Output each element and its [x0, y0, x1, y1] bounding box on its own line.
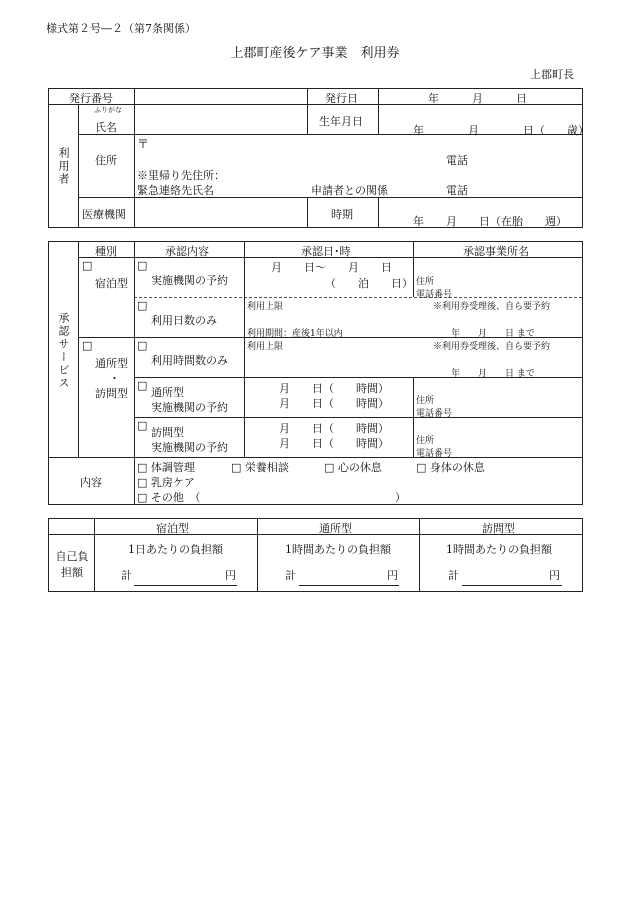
stay-yen: 円 — [225, 569, 236, 582]
stay-nights: （ 泊 日） — [325, 277, 413, 290]
content-label: 内容 — [80, 476, 102, 489]
days-limit-label: 利用上限 — [247, 302, 284, 312]
stay-checkbox[interactable]: □ — [82, 259, 93, 272]
opt-other-label: その他 （ — [150, 491, 201, 504]
day-type-checkbox[interactable]: □ — [137, 379, 148, 392]
facility-label: 医療機関 — [82, 208, 126, 221]
visit-header: 訪問型 — [482, 522, 515, 535]
user-label: 利用者 — [57, 147, 70, 186]
form-number: 様式第２号―２（第7条関係） — [46, 22, 196, 35]
stay-reserve-label: 実施機関の予約 — [151, 274, 228, 287]
visit-total-label: 計 — [448, 569, 459, 582]
visit-office-phone: 電話番号 — [416, 449, 453, 459]
opt-breast-label: 乳房ケア — [150, 476, 195, 489]
visit-per-hour: 1時間あたりの負担額 — [446, 543, 552, 556]
hours-note: ※利用券受理後、自ら要予約 — [433, 342, 551, 352]
furigana-label: ふりがな — [94, 106, 122, 114]
days-note: ※利用券受理後、自ら要予約 — [433, 302, 551, 312]
name-label: 氏名 — [95, 121, 117, 134]
issue-number-label: 発行番号 — [69, 92, 113, 105]
visit-time-2: 月 日（ 時間） — [279, 437, 389, 450]
day-per-hour: 1時間あたりの負担額 — [285, 543, 391, 556]
opt-body-checkbox[interactable]: □ 身体の休息 — [416, 461, 485, 474]
days-until: 年 月 日 まで — [451, 329, 535, 339]
stay-total-label: 計 — [121, 569, 132, 582]
stay-type-label: 宿泊型 — [95, 277, 128, 290]
dayvisit-checkbox[interactable]: □ — [82, 339, 93, 352]
hours-until: 年 月 日 まで — [451, 369, 535, 379]
stay-header: 宿泊型 — [156, 522, 189, 535]
day-total-label: 計 — [285, 569, 296, 582]
hours-limit-label: 利用上限 — [247, 342, 284, 352]
postal-mark: 〒 — [137, 137, 150, 151]
opt-nutrition-label: 栄養相談 — [244, 461, 289, 474]
days-usage-period: 利用期間：産後1年以内 — [247, 329, 343, 339]
emergency-contact-label: 緊急連絡先氏名 — [137, 184, 214, 197]
approved-service-label: 承認サービス — [57, 312, 70, 390]
relation-label: 申請者との関係 — [311, 184, 388, 197]
stay-per-day: 1日あたりの負担額 — [128, 543, 223, 556]
content-header: 承認内容 — [165, 245, 209, 258]
datetime-header: 承認日･時 — [301, 245, 351, 258]
dayvisit-label-1: 通所型 — [95, 357, 128, 370]
days-only-label: 利用日数のみ — [151, 314, 217, 327]
page-title: 上郡町産後ケア事業 利用券 — [230, 46, 400, 61]
day-amount-line — [299, 585, 399, 586]
address-label: 住所 — [95, 154, 117, 167]
opt-health-label: 体調管理 — [150, 461, 195, 474]
stay-office-address: 住所 — [416, 277, 435, 287]
opt-other-checkbox[interactable]: □ その他 （ — [137, 491, 201, 504]
visit-reserve-label: 実施機関の予約 — [151, 441, 228, 454]
stay-reserve-checkbox[interactable]: □ — [137, 259, 148, 272]
visit-time-1: 月 日（ 時間） — [279, 422, 389, 435]
opt-other-close: ） — [395, 491, 406, 504]
phone2-label: 電話 — [446, 184, 468, 197]
visit-amount-line — [462, 585, 562, 586]
dayvisit-dot: ・ — [109, 372, 120, 385]
stay-office-phone: 電話番号 — [416, 290, 453, 300]
user-info-table — [48, 88, 589, 228]
period-label: 時期 — [331, 208, 353, 221]
self-pay-table — [48, 518, 583, 592]
issue-date-value: 年 月 日 — [428, 92, 527, 105]
opt-health-checkbox[interactable]: □ 体調管理 — [137, 461, 195, 474]
days-only-checkbox[interactable]: □ — [137, 299, 148, 312]
day-yen: 円 — [387, 569, 398, 582]
phone-label: 電話 — [446, 154, 468, 167]
service-approval-table — [48, 241, 583, 505]
dayvisit-label-2: 訪問型 — [95, 387, 128, 400]
day-time-1: 月 日（ 時間） — [279, 382, 389, 395]
opt-body-label: 身体の休息 — [429, 461, 485, 474]
period-value: 年 月 日（在胎 週） — [413, 215, 567, 228]
opt-nutrition-checkbox[interactable]: □ 栄養相談 — [231, 461, 289, 474]
visit-type-checkbox[interactable]: □ — [137, 419, 148, 432]
day-office-phone: 電話番号 — [416, 409, 453, 419]
day-reserve-label: 実施機関の予約 — [151, 401, 228, 414]
office-header: 承認事業所名 — [463, 245, 529, 258]
day-header: 通所型 — [319, 522, 352, 535]
return-address-label: ※里帰り先住所： — [137, 169, 225, 182]
hours-only-checkbox[interactable]: □ — [137, 339, 148, 352]
self-pay-label: 自己負担額 — [55, 550, 89, 579]
hours-only-label: 利用時間数のみ — [151, 354, 228, 367]
issue-date-label: 発行日 — [325, 92, 358, 105]
opt-mind-label: 心の休息 — [337, 461, 382, 474]
issuer: 上郡町長 — [530, 68, 574, 81]
day-time-2: 月 日（ 時間） — [279, 397, 389, 410]
opt-mind-checkbox[interactable]: □ 心の休息 — [324, 461, 382, 474]
day-office-address: 住所 — [416, 396, 435, 406]
stay-dates: 月 日～ 月 日 — [271, 261, 392, 274]
visit-type-label: 訪問型 — [151, 426, 184, 439]
birth-label: 生年月日 — [319, 115, 363, 128]
kind-header: 種別 — [95, 245, 117, 258]
birth-value: 年 月 日（ 歳） — [413, 124, 589, 137]
visit-yen: 円 — [549, 569, 560, 582]
stay-amount-line — [134, 585, 237, 586]
opt-breast-checkbox[interactable]: □ 乳房ケア — [137, 476, 195, 489]
visit-office-address: 住所 — [416, 436, 435, 446]
day-type-label: 通所型 — [151, 386, 184, 399]
